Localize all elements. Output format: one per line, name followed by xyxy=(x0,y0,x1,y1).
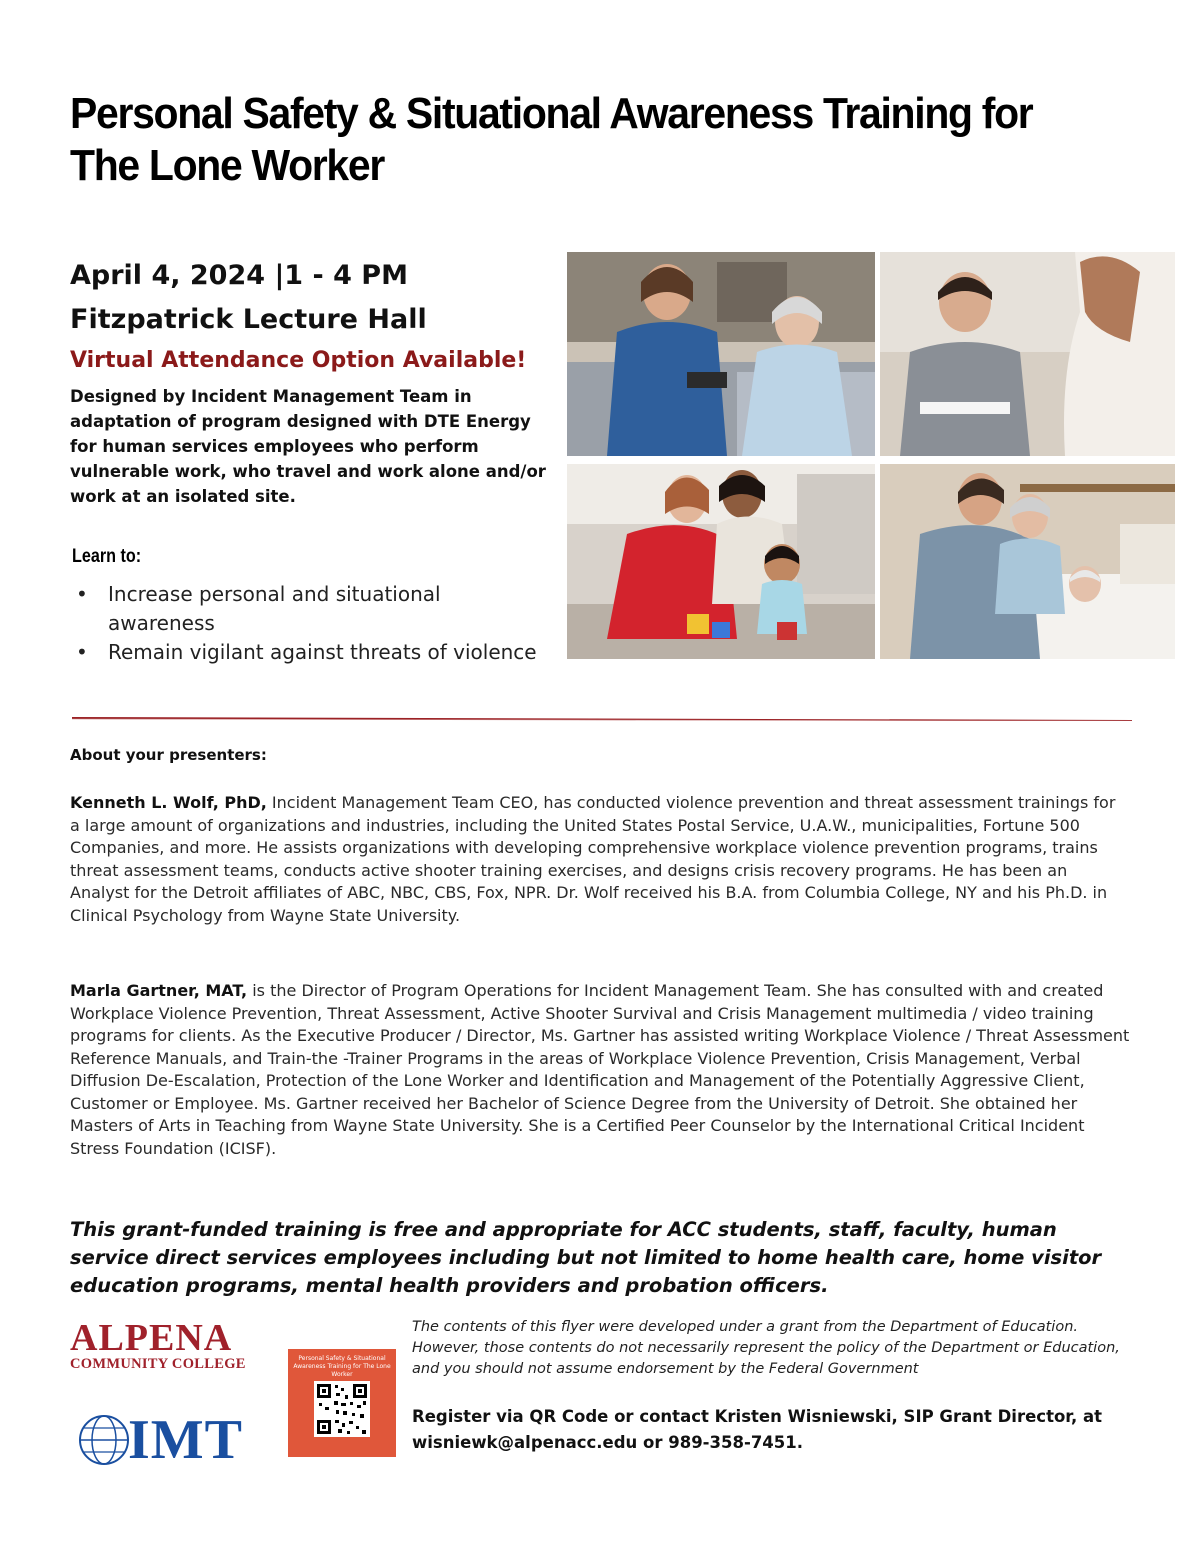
title-line-2: The Lone Worker xyxy=(70,141,384,190)
program-description: Designed by Incident Management Team in adaptation of program designed with DTE Energy for human services employees who perform vulnerable work, who travel and work alone and/or work at an isolated site. xyxy=(70,387,546,506)
learn-list xyxy=(70,580,540,667)
alpena-community-college-logo xyxy=(70,1318,255,1373)
qr-code[interactable] xyxy=(314,1381,370,1437)
learn-heading: Learn to: xyxy=(72,546,142,567)
event-venue: Fitzpatrick Lecture Hall xyxy=(70,304,427,335)
section-divider xyxy=(72,716,1132,721)
list-item xyxy=(70,580,540,638)
photo-counseling-session xyxy=(880,252,1175,456)
registration-info: Register via QR Code or contact Kristen Wisniewski, SIP Grant Director, at wisniewk@alpenacc.edu or 989-358-7451. xyxy=(412,1407,1103,1452)
virtual-attendance-notice: Virtual Attendance Option Available! xyxy=(70,348,527,373)
qr-code-icon xyxy=(314,1381,370,1437)
title-line-1: Personal Safety & Situational Awareness Training for xyxy=(70,89,1033,138)
photo-nurse-with-elderly-patient xyxy=(567,252,875,456)
bullet-icon: • xyxy=(76,582,88,606)
event-date-time: April 4, 2024 |1 - 4 PM xyxy=(70,260,408,291)
presenter-bio-text: Incident Management Team CEO, has conducted violence prevention and threat assessment trainings for a large amount of organizations and industries, including the United States Postal Service, U.A.W., municipalities, Fortune 500 Companies, and more. He assists organizations with developing comprehensive workplace violence prevention programs, trains threat assessment teams, conducts active shooter training exercises, and designs crisis recovery programs. He has been an Analyst for the Detroit affiliates of ABC, NBC, CBS, Fox, NPR. Dr. Wolf received his B.A. from Columbia College, NY and his Ph.D. in Clinical Psychology from Wayne State University. xyxy=(70,793,1116,925)
federal-disclaimer: The contents of this flyer were developed under a grant from the Department of Education. However, those contents do not necessarily represent the policy of the Department or Education, and you should not assume endorsement by the Federal Government xyxy=(412,1319,1120,1377)
qr-code-card[interactable] xyxy=(288,1349,396,1457)
list-item xyxy=(70,638,540,667)
bullet-icon: • xyxy=(76,640,88,664)
acc-logo-main: ALPENA xyxy=(70,1317,233,1359)
presenter-name: Kenneth L. Wolf, PhD, xyxy=(70,793,267,812)
presenter-bio-text: is the Director of Program Operations for Incident Management Team. She has consulted with and created Workplace Violence Prevention, Threat Assessment, Active Shooter Survival and Crisis Management multimedia / video training programs for clients. As the Executive Producer / Director, Ms. Gartner has assisted writing Workplace Violence / Threat Assessment Reference Manuals, and Train-the -Trainer Programs in the areas of Workplace Violence Prevention, Crisis Management, Verbal Diffusion De-Escalation, Protection of the Lone Worker and Identification and Management of the Potentially Aggressive Client, Customer or Employee. Ms. Gartner received her Bachelor of Science Degree from the University of Detroit. She obtained her Masters of Arts in Teaching from Wayne State University. She is a Certified Peer Counselor by the International Critical Incident Stress Foundation (ICISF). xyxy=(70,981,1130,1158)
grant-statement: This grant-funded training is free and appropriate for ACC students, staff, faculty, human service direct services employees including but not limited to home health care, home visitor education programs, mental health providers and probation officers. xyxy=(70,1218,1102,1297)
about-presenters-heading: About your presenters: xyxy=(70,746,267,764)
presenter-bio-gartner xyxy=(70,980,1130,1160)
learn-item-text: Remain vigilant against threats of violence xyxy=(108,640,537,664)
qr-card-title: Personal Safety & Situational Awareness Training for The Lone Worker xyxy=(293,1355,391,1378)
imt-logo xyxy=(78,1409,248,1471)
globe-icon xyxy=(78,1414,130,1466)
page-title xyxy=(70,88,1074,192)
learn-item-text: Increase personal and situational awareness xyxy=(108,582,441,635)
photo-bedside-care xyxy=(880,464,1175,659)
photo-collage xyxy=(567,252,1175,659)
imt-logo-text: IMT xyxy=(128,1409,243,1471)
acc-logo-sub: COMMUNITY COLLEGE xyxy=(70,1356,246,1372)
presenter-name: Marla Gartner, MAT, xyxy=(70,981,248,1000)
photo-home-visit-family xyxy=(567,464,875,659)
presenter-bio-wolf xyxy=(70,792,1130,927)
